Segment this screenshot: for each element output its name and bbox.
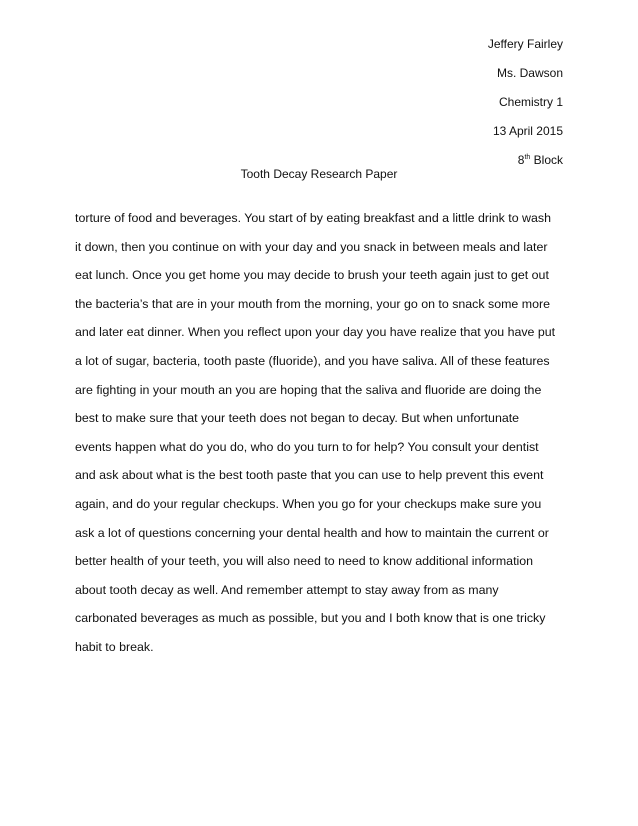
- teacher-name: Ms. Dawson: [496, 66, 563, 80]
- body-paragraph: [75, 204, 575, 662]
- body-line: the bacteria’s that are in your mouth from the morning, your go on to snack some more: [75, 296, 550, 311]
- block-word: Block: [530, 153, 563, 167]
- body-line: events happen what do you do, who do you turn to for help? You consult your dentist: [75, 439, 539, 454]
- body-line: about tooth decay as well. And remember attempt to stay away from as many: [75, 582, 499, 597]
- course-name: Chemistry 1: [498, 95, 563, 109]
- body-line: best to make sure that your teeth does not began to decay. But when unfortunate: [75, 411, 520, 426]
- body-line: and later eat dinner. When you reflect upon your day you have realize that you have put: [75, 325, 556, 340]
- body-line: carbonated beverages as much as possible, but you and I both know that is one tricky: [75, 611, 546, 626]
- body-line: better health of your teeth, you will also need to need to know additional information: [75, 554, 534, 569]
- block-number: 8: [517, 153, 525, 167]
- body-line: a lot of sugar, bacteria, tooth paste (fluoride), and you have saliva. All of these features: [75, 353, 550, 368]
- body-line: again, and do your regular checkups. When you go for your checkups make sure you: [75, 496, 542, 511]
- header-block: [488, 30, 563, 175]
- block-suffix: th: [524, 154, 531, 161]
- body-line: eat lunch. Once you get home you may decide to brush your teeth again just to get out: [75, 268, 549, 283]
- body-line: habit to break.: [75, 639, 154, 654]
- body-line: torture of food and beverages. You start of by eating breakfast and a little drink to wash: [75, 211, 551, 225]
- paper-date: 13 April 2015: [492, 124, 563, 138]
- body-line: it down, then you continue on with your day and you snack in between meals and later: [75, 239, 548, 254]
- body-line: and ask about what is the best tooth paste that you can use to help prevent this event: [75, 468, 544, 483]
- author-name: Jeffery Fairley: [487, 37, 563, 51]
- paper-title: Tooth Decay Research Paper: [240, 167, 398, 181]
- body-line: are fighting in your mouth an you are hoping that the saliva and fluoride are doing the: [75, 382, 542, 397]
- body-line: ask a lot of questions concerning your dental health and how to maintain the current or: [75, 525, 549, 540]
